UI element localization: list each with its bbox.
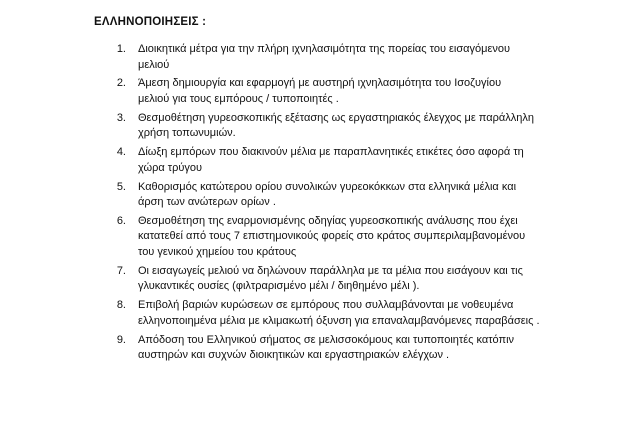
list-item: [100, 180, 570, 211]
list-item-line: χώρα τρύγου: [138, 161, 202, 174]
list-item-line: Θεσμοθέτηση γυρεοσκοπικής εξέτασης ως εργαστηριακός έλεγχος με παράλληλη: [138, 111, 534, 124]
list-item-line: Διοικητικά μέτρα για την πλήρη ιχνηλασιμότητα της πορείας του εισαγόμενου: [138, 43, 511, 55]
list-item-line: Θεσμοθέτηση της εναρμονισμένης οδηγίας γυρεοσκοπικής ανάλυσης που έχει: [138, 214, 518, 227]
list-item-number: 2.: [116, 77, 126, 90]
list-item-text: [138, 111, 570, 142]
list-item: [100, 111, 570, 142]
list-item-line: Άμεση δημιουργία και εφαρμογή με αυστηρή ιχνηλασιμότητα του Ισοζυγίου: [138, 77, 502, 90]
list-item-line: Επιβολή βαριών κυρώσεων σε εμπόρους που συλλαμβάνονται με νοθευμένα: [138, 299, 514, 312]
document-heading: ΕΛΛΗΝΟΠΟΙΗΣΕΙΣ :: [94, 16, 207, 28]
list-item: [100, 333, 570, 364]
list-item-text: [138, 42, 570, 73]
list-item-line: Καθορισμός κατώτερου ορίου συνολικών γυρεοκόκκων στα ελληνικά μέλια και: [138, 180, 517, 193]
list-item-line: ελληνοποιημένα μέλια με κλιμακωτή όξυνση για επαναλαμβανόμενες παραβάσεις .: [138, 314, 540, 327]
list-item-text: [138, 298, 570, 329]
list-item-text: [138, 264, 570, 295]
list-item-line: άρση των ανώτερων ορίων .: [138, 196, 276, 209]
list-item-number: 3.: [116, 111, 126, 124]
list-item-text: [138, 145, 570, 176]
list-item-number: 8.: [116, 299, 126, 312]
list-item: [100, 42, 570, 73]
list-item-number: 9.: [116, 333, 126, 346]
list-item-number: 6.: [116, 214, 126, 227]
list-item-line: Απόδοση του Ελληνικού σήματος σε μελισσοκόμους και τυποποιητές κατόπιν: [138, 333, 515, 346]
list-item: [100, 145, 570, 176]
list-item-line: χρήση τοπωνυμιών.: [138, 127, 236, 140]
list-item: [100, 76, 570, 107]
list-item-text: [138, 76, 570, 107]
list-item-line: Οι εισαγωγείς μελιού να δηλώνουν παράλληλα με τα μέλια που εισάγουν και τις: [138, 264, 523, 277]
list-item-line: κατατεθεί από τους 7 επιστημονικούς φορείς στο κράτος συμπεριλαμβανομένου: [138, 230, 526, 243]
list-item-number: 4.: [116, 146, 126, 159]
list-item: [100, 264, 570, 295]
measures-list: [100, 42, 570, 367]
list-item-text: [138, 180, 570, 211]
list-item-line: Δίωξη εμπόρων που διακινούν μέλια με παραπλανητικές ετικέτες όσο αφορά τη: [138, 146, 524, 159]
list-item-number: 1.: [116, 43, 126, 55]
list-item-line: αυστηρών και συχνών διοικητικών και εργαστηριακών ελέγχων .: [138, 349, 450, 362]
list-item: [100, 214, 570, 261]
list-item-line: του γενικού χημείου του κράτους: [138, 245, 297, 258]
list-item-text: [138, 333, 570, 364]
list-item-line: μελιού για τους εμπόρους / τυποποιητές .: [138, 92, 339, 105]
list-item-number: 5.: [116, 180, 126, 193]
list-item-line: μελιού: [138, 58, 170, 71]
list-item-line: γλυκαντικές ουσίες (φιλτραρισμένο μέλι / διηθημένο μέλι ).: [138, 280, 420, 293]
list-item-number: 7.: [116, 264, 126, 277]
list-item-text: [138, 214, 570, 261]
list-item: [100, 298, 570, 329]
